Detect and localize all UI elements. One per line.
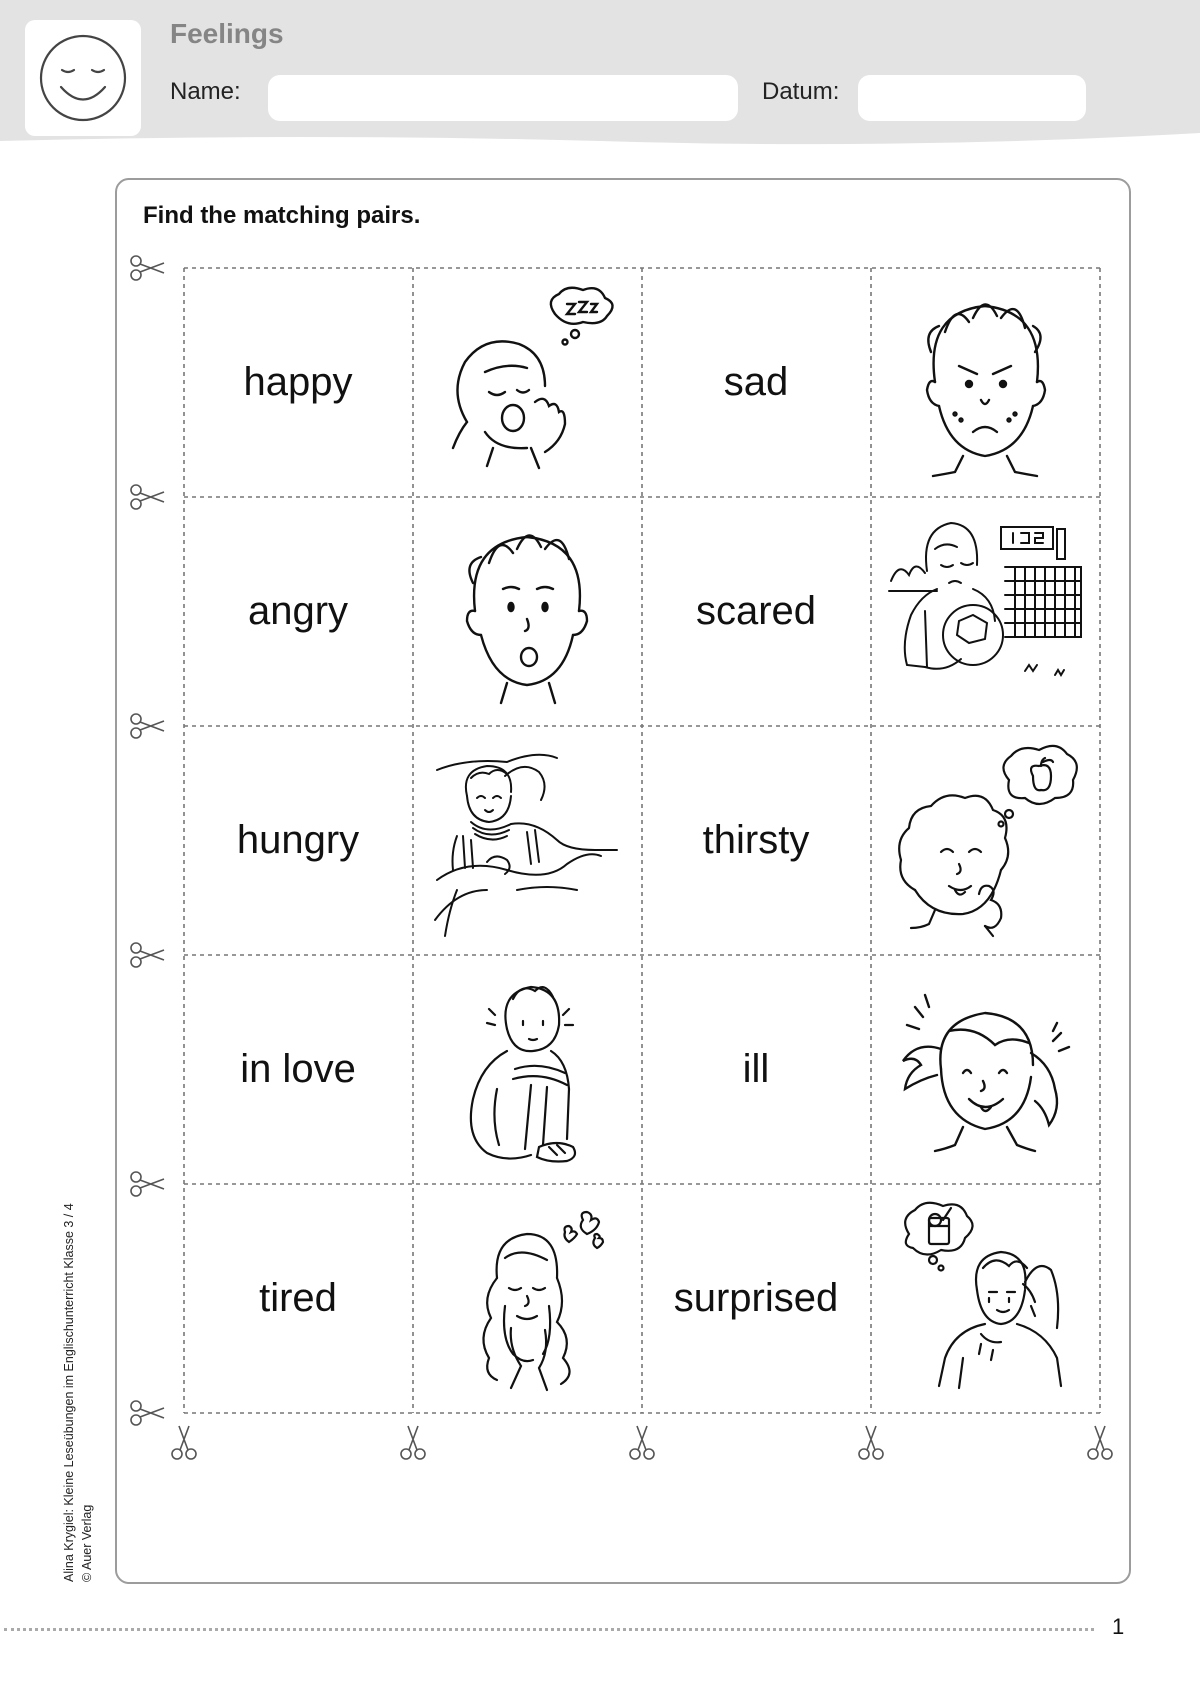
word-card-label: happy — [243, 359, 353, 404]
name-label: Name: — [170, 78, 241, 105]
scissors-icon — [128, 1169, 168, 1199]
surprised-boy-face-icon — [427, 511, 627, 711]
instruction-text: Find the matching pairs. — [143, 202, 421, 229]
ill-boy-in-bed-icon — [427, 740, 627, 940]
word-card-label: hungry — [236, 817, 360, 862]
credit-line-1: Alina Krygiel: Kleine Leseübungen im Englischunterricht Klasse 3 / 4 — [62, 1203, 76, 1582]
scissors-icon — [1085, 1422, 1115, 1462]
angry-boy-face-icon — [885, 282, 1085, 482]
date-label: Datum: — [762, 78, 840, 105]
word-card[interactable] — [184, 497, 412, 725]
scissors-icon — [128, 253, 168, 283]
scissors-icon — [627, 1422, 657, 1462]
word-card[interactable] — [184, 268, 412, 496]
page-number: 1 — [1112, 1614, 1125, 1639]
scissors-icon — [128, 940, 168, 970]
credit-line-2: © Auer Verlag — [80, 1504, 94, 1582]
sad-boy-with-ball-icon — [885, 511, 1085, 711]
word-card[interactable] — [184, 1184, 412, 1412]
scared-boy-crouching-icon — [427, 969, 627, 1169]
scissors-icon — [128, 711, 168, 741]
picture-card[interactable] — [871, 1184, 1099, 1412]
girl-in-love-hearts-icon — [427, 1198, 627, 1398]
word-card-label: sad — [723, 359, 789, 404]
sleepy-yawning-girl-icon — [427, 282, 627, 482]
picture-card[interactable] — [413, 1184, 641, 1412]
footer-dotted-line — [4, 1628, 1094, 1631]
word-card-label: scared — [695, 588, 817, 633]
word-card-label: surprised — [673, 1275, 839, 1320]
happy-girl-face-icon — [885, 969, 1085, 1169]
scissors-icon — [169, 1422, 199, 1462]
scissors-icon — [856, 1422, 886, 1462]
picture-card[interactable] — [871, 955, 1099, 1183]
picture-card[interactable] — [413, 726, 641, 954]
word-card[interactable] — [642, 955, 870, 1183]
word-card-label: tired — [259, 1275, 337, 1320]
picture-card[interactable] — [413, 955, 641, 1183]
worksheet-title: Feelings — [170, 18, 284, 49]
word-card[interactable] — [184, 726, 412, 954]
picture-card[interactable] — [871, 268, 1099, 496]
word-card[interactable] — [184, 955, 412, 1183]
picture-card[interactable] — [871, 726, 1099, 954]
word-card[interactable] — [642, 1184, 870, 1412]
word-card-label: ill — [742, 1046, 770, 1091]
word-card-label: in love — [240, 1046, 356, 1091]
scissors-icon — [128, 482, 168, 512]
picture-card[interactable] — [413, 497, 641, 725]
scissors-icon — [128, 1398, 168, 1428]
publisher-credit — [60, 1082, 100, 1582]
word-card-label: thirsty — [702, 817, 810, 862]
thirsty-boy-drink-icon — [885, 1198, 1085, 1398]
word-card[interactable] — [642, 268, 870, 496]
picture-card[interactable] — [871, 497, 1099, 725]
scissors-icon — [398, 1422, 428, 1462]
word-card[interactable] — [642, 726, 870, 954]
word-card[interactable] — [642, 497, 870, 725]
picture-card[interactable] — [413, 268, 641, 496]
word-card-label: angry — [247, 588, 349, 633]
hungry-girl-apple-icon — [885, 740, 1085, 940]
